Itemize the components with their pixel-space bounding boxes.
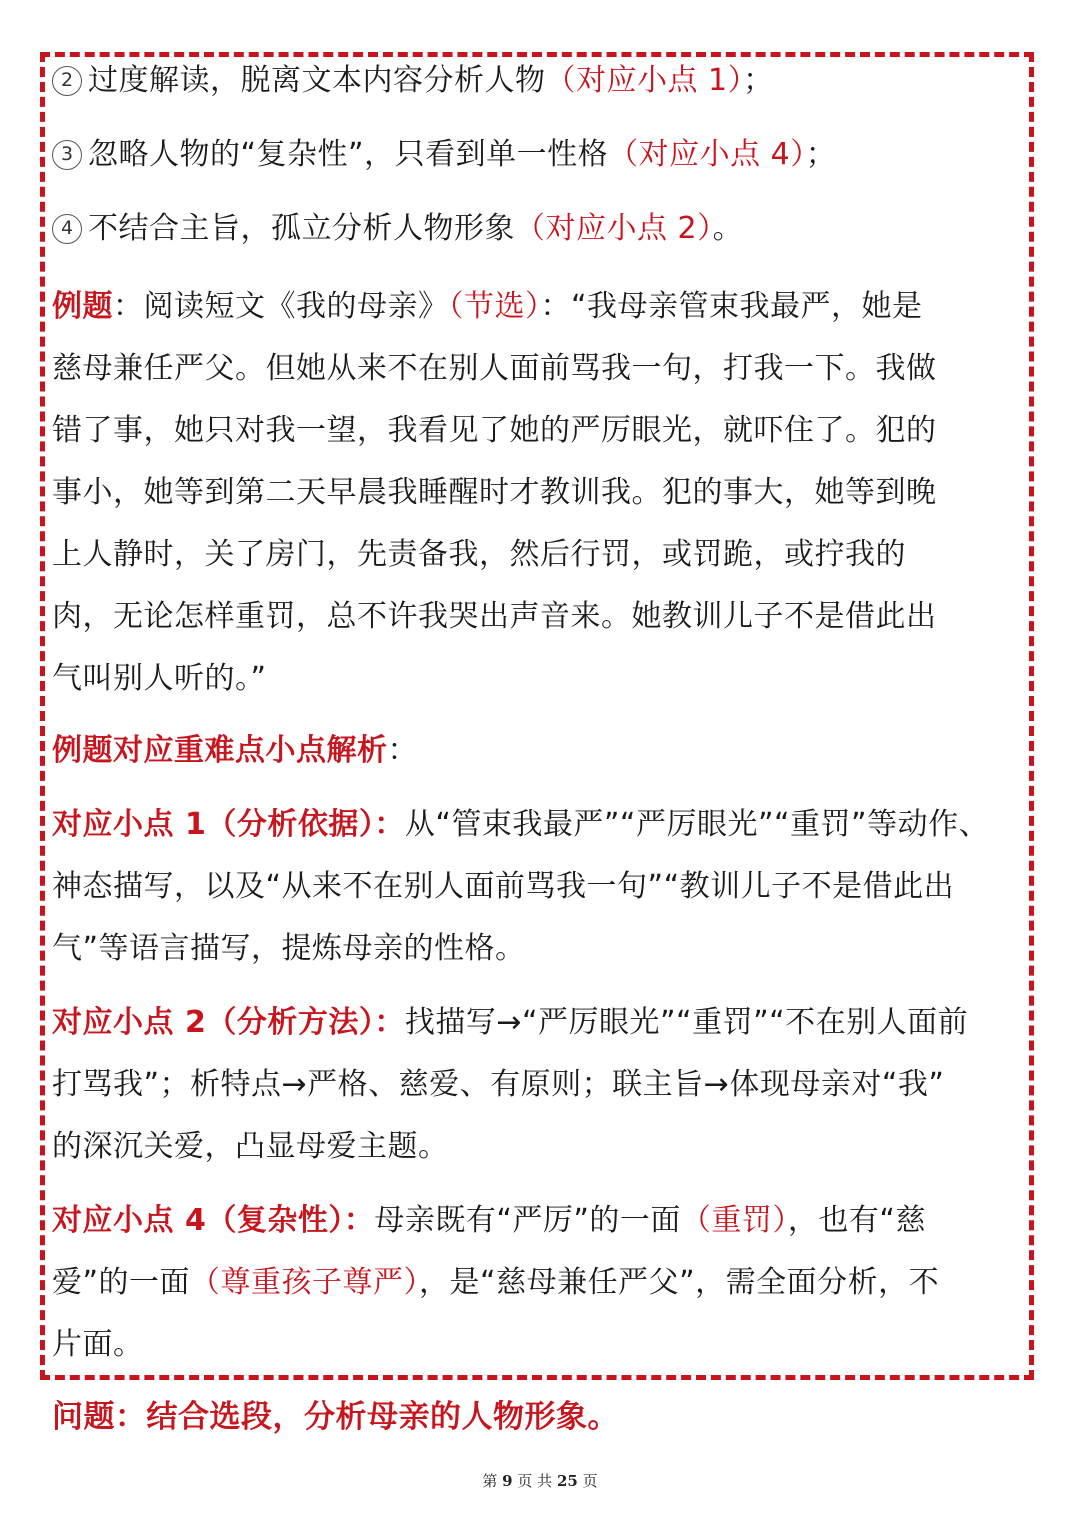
point-2-label: 对应小点 2（分析方法）： <box>52 1005 405 1040</box>
analysis-heading-colon: ： <box>387 733 418 768</box>
point-4-text: ，是“慈母兼任严父”，需全面分析，不 <box>419 1265 940 1300</box>
list-item <box>52 54 1020 128</box>
point-4-line: 片面。 <box>52 1327 144 1362</box>
example-line: 慈母兼任严父。但她从来不在别人面前骂我一句，打我一下。我做 <box>52 351 937 386</box>
example-line: 事小，她等到第二天早晨我睡醒时才教训我。犯的事大，她等到晚 <box>52 475 937 510</box>
point-1-label: 对应小点 1（分析依据）： <box>52 807 405 842</box>
page-footer <box>0 1470 1080 1491</box>
analysis-heading-text: 例题对应重难点小点解析 <box>52 733 388 768</box>
analysis-heading <box>52 720 1020 782</box>
footer-prefix: 第 <box>482 1472 498 1490</box>
point-4-text: 母亲既有“严厉”的一面 <box>374 1203 681 1238</box>
circled-number-marker: 4 <box>52 214 82 244</box>
point-4-tag: （尊重孩子尊严） <box>190 1265 420 1300</box>
point-1-text: 从“管束我最严”“严厉眼光”“重罚”等动作、 <box>404 807 990 842</box>
point-4-label: 对应小点 4（复杂性）： <box>52 1203 375 1238</box>
list-item-reference: （对应小点 4） <box>608 137 806 172</box>
footer-page-number: 9 <box>502 1472 513 1490</box>
example-line <box>52 276 1020 338</box>
list-item-text: 不结合主旨，孤立分析人物形象 <box>88 211 515 246</box>
point-1-line: 神态描写，以及“从来不在别人面前骂我一句”“教训儿子不是借此出 <box>52 869 955 904</box>
point-4-line <box>52 1252 1020 1314</box>
list-item-punct: ； <box>805 137 837 172</box>
point-1-line: 气”等语言描写，提炼母亲的性格。 <box>52 931 526 966</box>
example-line: 错了事，她只对我一望，我看见了她的严厉眼光，就吓住了。犯的 <box>52 413 937 448</box>
footer-suffix: 页 <box>582 1472 598 1490</box>
list-item-text: 忽略人物的“复杂性”，只看到单一性格 <box>88 137 609 172</box>
point-4-line <box>52 1190 1020 1252</box>
point-4-tag: （重罚） <box>680 1203 788 1238</box>
point-1-line <box>52 794 1020 856</box>
example-label: 例题 <box>52 289 113 324</box>
circled-number-marker: 3 <box>52 140 82 170</box>
list-item-text: 过度解读，脱离文本内容分析人物 <box>88 63 546 98</box>
example-intro: ：阅读短文《我的母亲》 <box>113 289 449 324</box>
example-line: 气叫别人听的。” <box>52 661 267 696</box>
list-item-reference: （对应小点 1） <box>545 63 744 98</box>
example-line: 肉，无论怎样重罚，总不许我哭出声音来。她教训儿子不是借此出 <box>52 599 937 634</box>
list-item-punct: ； <box>743 63 774 98</box>
list-item <box>52 128 1020 202</box>
example-quote-start: ：“我母亲管束我最严，她是 <box>540 289 923 324</box>
footer-middle: 页 共 <box>517 1472 553 1490</box>
list-item <box>52 202 1020 276</box>
question-text: 问题：结合选段，分析母亲的人物形象。 <box>52 1399 619 1435</box>
list-item-reference: （对应小点 2） <box>515 211 713 246</box>
document-body <box>52 54 1020 1376</box>
point-2-line: 打骂我”；析特点→严格、慈爱、有原则；联主旨→体现母亲对“我” <box>52 1067 945 1102</box>
point-2-line: 的深沉关爱，凸显母爱主题。 <box>52 1129 449 1164</box>
point-4-text: 爱”的一面 <box>52 1265 191 1300</box>
list-item-punct: 。 <box>712 211 744 246</box>
circled-number-marker: 2 <box>52 66 82 96</box>
point-2-line <box>52 992 1020 1054</box>
point-4-text: ，也有“慈 <box>787 1203 926 1238</box>
example-line: 上人静时，关了房门，先责备我，然后行罚，或罚跪，或拧我的 <box>52 537 906 572</box>
footer-total-pages: 25 <box>556 1472 578 1490</box>
example-excerpt-tag: （节选） <box>448 289 541 324</box>
point-2-text: 找描写→“严厉眼光”“重罚”“不在别人面前 <box>404 1005 969 1040</box>
